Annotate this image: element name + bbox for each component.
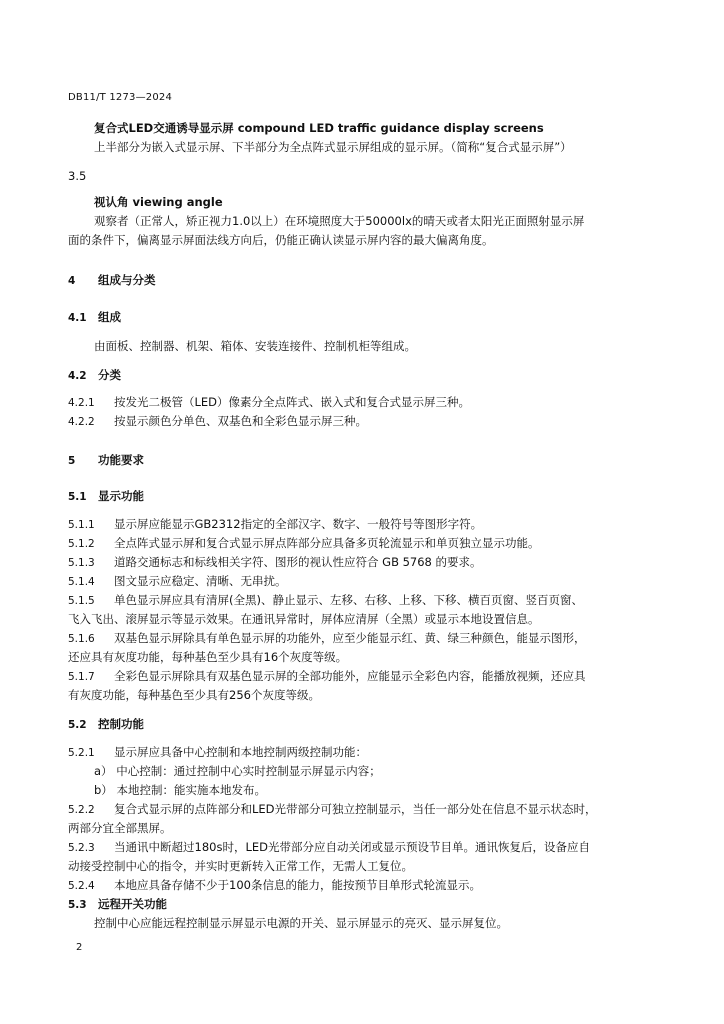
- section-title: 组成: [98, 310, 121, 324]
- list-item: a） 中心控制：通过控制中心实时控制显示屏显示内容；: [94, 764, 381, 778]
- section-heading: [68, 452, 144, 469]
- section-heading: [68, 272, 156, 289]
- term-title-compound-led: 复合式LED交通诱导显示屏 compound LED traffic guidance display screens: [94, 121, 544, 135]
- clause: [68, 413, 367, 430]
- clause-text: 本地应具备存储不少于100条信息的能力，能按预节目单形式轮流显示。: [114, 878, 481, 892]
- term-definition-cont: 面的条件下，偏离显示屏面法线方向后，仍能正确认读显示屏内容的最大偏离角度。: [68, 233, 494, 247]
- clause: [68, 554, 482, 571]
- subsection-heading: [68, 716, 144, 733]
- document-id-header: DB11/T 1273—2024: [68, 92, 173, 103]
- clause: [68, 630, 586, 647]
- clause-text: 显示屏应具备中心控制和本地控制两级控制功能：: [114, 745, 367, 759]
- clause-text: 复合式显示屏的点阵部分和LED光带部分可独立控制显示，当任一部分处在信息不显示状态时，: [114, 802, 597, 816]
- section-title: 显示功能: [98, 489, 144, 503]
- clause: [68, 535, 540, 552]
- clause-number: 5.2.2: [68, 804, 95, 816]
- clause-text: 道路交通标志和标线相关字符、图形的视认性应符合 GB 5768 的要求。: [114, 555, 482, 569]
- clause-number: 4.2.1: [68, 397, 95, 409]
- section-title: 分类: [98, 368, 121, 382]
- clause-text: 当通讯中断超过180s时，LED光带部分应自动关闭或显示预设节目单。通讯恢复后，设备应自: [114, 840, 590, 854]
- clause-continuation: 还应具有灰度功能，每种基色至少具有16个灰度等级。: [68, 650, 348, 664]
- term-definition: 观察者（正常人，矫正视力1.0以上）在环境照度大于50000lx的晴天或者太阳光正面照射显示屏: [94, 214, 585, 228]
- clause: [68, 801, 597, 818]
- clause-continuation: 两部分宜全部黑屏。: [68, 821, 172, 835]
- clause-number: 5.1.2: [68, 538, 95, 550]
- clause: [68, 592, 583, 609]
- clause-continuation: 有灰度功能，每种基色至少具有256个灰度等级。: [68, 688, 320, 702]
- clause-number: 5.1.4: [68, 576, 95, 588]
- clause-text: 双基色显示屏除具有单色显示屏的功能外，应至少能显示红、黄、绿三种颜色，能显示图形，: [114, 631, 586, 645]
- section-number: 4.2: [68, 370, 87, 382]
- section-number: 4.1: [68, 312, 87, 324]
- section-number: 4: [68, 275, 76, 287]
- clause-continuation: 动接受控制中心的指令，并实时更新转入正常工作，无需人工复位。: [68, 859, 413, 873]
- clause: [68, 516, 482, 533]
- clause-text: 全点阵式显示屏和复合式显示屏点阵部分应具备多页轮流显示和单页独立显示功能。: [114, 536, 540, 550]
- clause-number: 4.2.2: [68, 416, 95, 428]
- term-definition: 上半部分为嵌入式显示屏、下半部分为全点阵式显示屏组成的显示屏。（简称“复合式显示屏”）: [94, 140, 572, 154]
- section-number: 5: [68, 455, 76, 467]
- clause-number: 5.2.3: [68, 842, 95, 854]
- clause-text: 按显示颜色分单色、双基色和全彩色显示屏三种。: [114, 414, 367, 428]
- subsection-heading: [68, 896, 167, 913]
- subsection-heading: [68, 488, 144, 505]
- page-number: 2: [76, 942, 83, 953]
- clause-number: 5.1.3: [68, 557, 95, 569]
- clause-text: 单色显示屏应具有清屏(全黑)、静止显示、左移、右移、上移、下移、横百页窗、竖百页窗、: [114, 593, 583, 607]
- clause-number: 3.5: [68, 169, 87, 183]
- clause: [68, 668, 586, 685]
- section-number: 5.2: [68, 719, 87, 731]
- clause-number: 5.1.6: [68, 633, 95, 645]
- clause-text: 显示屏应能显示GB2312指定的全部汉字、数字、一般符号等图形字符。: [114, 517, 483, 531]
- clause-text: 按发光二极管（LED）像素分全点阵式、嵌入式和复合式显示屏三种。: [114, 395, 471, 409]
- section-title: 远程开关功能: [98, 897, 167, 911]
- subsection-heading: [68, 367, 121, 384]
- clause-number: 5.2.4: [68, 880, 95, 892]
- list-item: b） 本地控制：能实施本地发布。: [94, 783, 266, 797]
- clause: [68, 839, 590, 856]
- clause-text: 图文显示应稳定、清晰、无串扰。: [114, 574, 287, 588]
- section-number: 5.3: [68, 899, 87, 911]
- clause-continuation: 飞入飞出、滚屏显示等显示效果。在通讯异常时，屏体应清屏（全黑）或显示本地设置信息。: [68, 612, 540, 626]
- section-number: 5.1: [68, 491, 87, 503]
- section-title: 功能要求: [98, 453, 144, 467]
- paragraph: 控制中心应能远程控制显示屏显示电源的开关、显示屏显示的亮灭、显示屏复位。: [94, 916, 508, 930]
- clause-number: 5.1.1: [68, 519, 95, 531]
- section-title: 组成与分类: [98, 273, 156, 287]
- clause-number: 5.1.5: [68, 595, 95, 607]
- clause: [68, 573, 287, 590]
- term-title-viewing-angle: 视认角 viewing angle: [94, 195, 223, 209]
- paragraph: 由面板、控制器、机架、箱体、安装连接件、控制机柜等组成。: [94, 339, 416, 353]
- clause: [68, 744, 367, 761]
- subsection-heading: [68, 309, 121, 326]
- clause-text: 全彩色显示屏除具有双基色显示屏的全部功能外，应能显示全彩色内容，能播放视频，还应具: [114, 669, 586, 683]
- clause: [68, 877, 481, 894]
- clause-number: 5.1.7: [68, 671, 95, 683]
- section-title: 控制功能: [98, 717, 144, 731]
- clause: [68, 394, 470, 411]
- clause-number: 5.2.1: [68, 747, 95, 759]
